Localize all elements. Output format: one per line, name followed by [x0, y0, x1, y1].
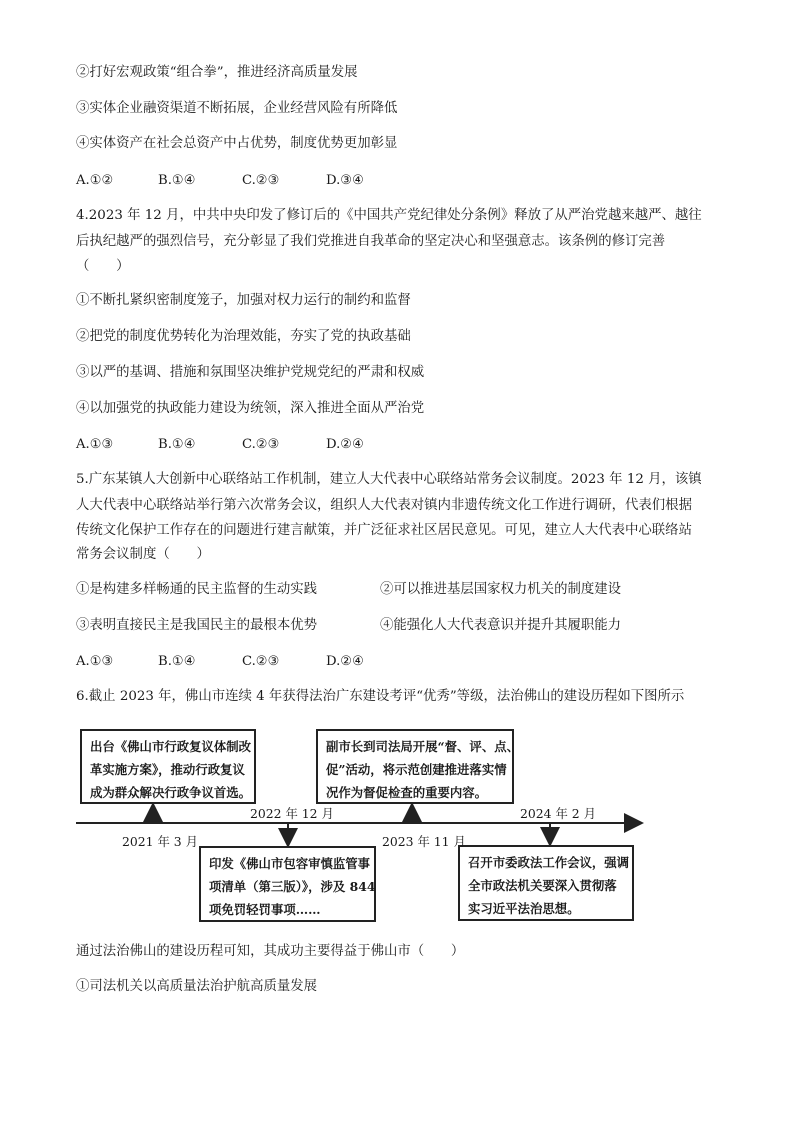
q5-option-d[interactable]: D.②④: [326, 654, 364, 669]
q4-option-a[interactable]: A.①③: [76, 437, 114, 452]
timeline-date-2024: 2024 年 2 月: [520, 806, 597, 821]
q4-stem-line-2: 后执纪越严的强烈信号，充分彰显了我们党推进自我革命的坚定决心和坚强意志。该条例的修订完善: [76, 234, 666, 249]
timeline-box-2023: [316, 729, 519, 804]
box-2023-line-2: 促”活动，将示范创建推进落实情: [326, 762, 507, 777]
q5-item-2: ②可以推进基层国家权力机关的制度建设: [380, 582, 622, 597]
q4-item-1: ①不断扎紧织密制度笼子，加强对权力运行的制约和监督: [76, 293, 411, 308]
q5-stem-line-2: 人大代表中心联络站举行第六次常务会议，组织人大代表对镇内非遗传统文化工作进行调研，代表们根据: [76, 498, 692, 513]
q4-stem-line-1: 4.2023 年 12 月，中共中央印发了修订后的《中国共产党纪律处分条例》释放了从严治党越来越严、越往: [76, 208, 702, 223]
timeline-date-2021: 2021 年 3 月: [122, 834, 199, 849]
box-2023-line-1: 副市长到司法局开展“督、评、点、: [326, 739, 519, 754]
timeline-date-2022: 2022 年 12 月: [250, 806, 334, 821]
box-2022-line-1: 印发《佛山市包容审慎监管事: [209, 856, 371, 871]
q3-option-c[interactable]: C.②③: [242, 173, 280, 188]
box-2024-line-3: 实习近平法治思想。: [468, 901, 580, 916]
timeline-date-2023: 2023 年 11 月: [382, 834, 466, 849]
q4-item-3: ③以严的基调、措施和氛围坚决维护党规党纪的严肃和权威: [76, 365, 425, 380]
q3-item-2: ②打好宏观政策“组合拳”，推进经济高质量发展: [76, 65, 358, 80]
q5-option-b[interactable]: B.①④: [158, 654, 196, 669]
q5-item-3: ③表明直接民主是我国民主的最根本优势: [76, 618, 318, 633]
q6-stem-line-1: 6.截止 2023 年，佛山市连续 4 年获得法治广东建设考评“优秀”等级，法治佛山的建设历程如下图所示: [76, 689, 685, 704]
box-2021-line-1: 出台《佛山市行政复议体制改: [90, 739, 252, 754]
timeline-box-2022: [199, 846, 376, 922]
q3-option-a[interactable]: A.①②: [76, 173, 114, 188]
box-2022-line-2: 项清单（第三版）》，涉及 844: [209, 879, 376, 894]
q4-option-b[interactable]: B.①④: [158, 437, 196, 452]
box-2021-line-3: 成为群众解决行政争议首选。: [90, 785, 252, 800]
box-2022-line-3: 项免罚轻罚事项……: [209, 902, 321, 917]
q5-item-4: ④能强化人大代表意识并提升其履职能力: [380, 618, 622, 633]
q5-stem-line-1: 5.广东某镇人大创新中心联络站工作机制，建立人大代表中心联络站常务会议制度。2023 年 12 月，该镇: [76, 472, 702, 487]
q4-answer-bracket: （ ）: [76, 259, 130, 274]
q3-option-d[interactable]: D.③④: [326, 173, 364, 188]
q4-option-d[interactable]: D.②④: [326, 437, 364, 452]
q4-item-4: ④以加强党的执政能力建设为统领，深入推进全面从严治党: [76, 401, 425, 416]
q3-item-4: ④实体资产在社会总资产中占优势，制度优势更加彰显: [76, 136, 398, 151]
timeline-box-2024: [458, 845, 634, 921]
timeline-box-2021: [80, 729, 256, 804]
q5-stem-line-4: 常务会议制度（ ）: [76, 547, 210, 562]
q5-option-c[interactable]: C.②③: [242, 654, 280, 669]
q3-item-3: ③实体企业融资渠道不断拓展，企业经营风险有所降低: [76, 101, 398, 116]
box-2024-line-1: 召开市委政法工作会议，强调: [468, 855, 630, 870]
q5-item-1: ①是构建多样畅通的民主监督的生动实践: [76, 582, 318, 597]
q5-option-a[interactable]: A.①③: [76, 654, 114, 669]
q6-item-1: ①司法机关以高质量法治护航高质量发展: [76, 979, 318, 994]
q4-item-2: ②把党的制度优势转化为治理效能，夯实了党的执政基础: [76, 329, 411, 344]
q6-question: 通过法治佛山的建设历程可知，其成功主要得益于佛山市（ ）: [76, 944, 465, 959]
q4-option-c[interactable]: C.②③: [242, 437, 280, 452]
q3-option-b[interactable]: B.①④: [158, 173, 196, 188]
box-2024-line-2: 全市政法机关要深入贯彻落: [468, 878, 617, 893]
box-2021-line-2: 革实施方案》，推动行政复议: [90, 762, 245, 777]
q5-stem-line-3: 传统文化保护工作存在的问题进行建言献策，并广泛征求社区居民意见。可见，建立人大代表中心联络站: [76, 523, 692, 538]
box-2023-line-3: 况作为督促检查的重要内容。: [326, 785, 488, 800]
